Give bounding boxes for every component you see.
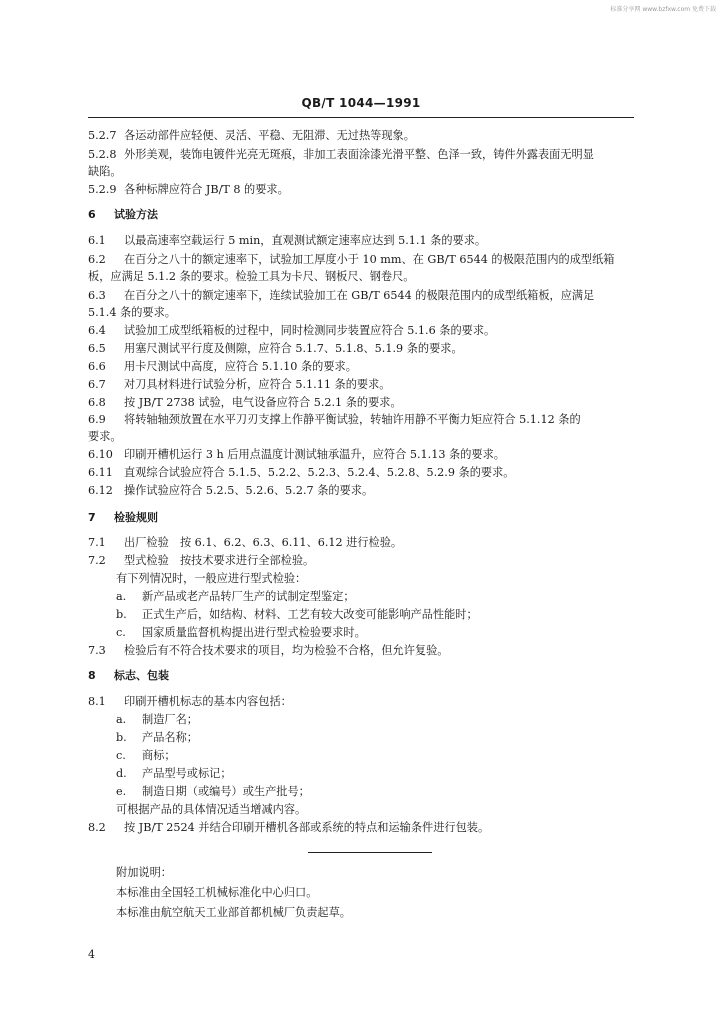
clause-7-2-intro: 有下列情况时，一般应进行型式检验： [116,572,307,585]
list-item [116,730,676,746]
clause-6-3-cont: 5.1.4 条的要求。 [88,306,176,319]
clause-8-1-note: 可根据产品的具体情况适当增减内容。 [116,803,307,816]
list-text: 产品名称； [142,731,198,744]
clause-text: 外形美观，装饰电镀件光亮无斑痕，非加工表面涂漆光滑平整、色泽一致，铸件外露表面无明显 [124,148,594,161]
list-item [116,607,676,623]
list-text: 新产品或老产品转厂生产的试制定型鉴定； [142,590,355,603]
clause-number: 5.2.8 [88,148,117,161]
clause-text: 将转轴轴颈放置在水平刀刃支撑上作静平衡试验，转轴许用静不平衡力矩应符合 5.1.12 条的 [124,413,581,426]
list-text: 正式生产后，如结构、材料、工艺有较大改变可能影响产品性能时； [142,608,478,621]
list-item [116,766,676,782]
clause-6-6 [88,359,648,375]
header-rule [88,117,634,118]
list-text: 产品型号或标记； [142,767,232,780]
clause-6-4 [88,323,648,339]
section-7-heading [88,510,648,526]
list-letter: a. [116,713,127,726]
list-letter: b. [116,731,127,744]
clause-number: 8.2 [88,821,106,834]
clause-number: 6.10 [88,448,113,461]
end-divider [308,852,432,853]
page-number: 4 [88,948,95,961]
clause-6-2-cont: 板，应满足 5.1.2 条的要求。检验工具为卡尺、钢板尺、钢卷尺。 [88,270,415,283]
clause-7-2 [88,553,648,569]
page-header: QB/T 1044—1991 [301,96,421,110]
clause-5-2-8-cont: 缺陷。 [88,165,122,178]
clause-number: 5.2.7 [88,129,117,142]
clause-number: 8.1 [88,695,106,708]
clause-number: 6.11 [88,466,113,479]
clause-number: 7.2 [88,554,106,567]
list-item [116,589,676,605]
clause-6-9 [88,412,648,428]
clause-text: 各种标牌应符合 JB/T 8 的要求。 [124,183,289,196]
clause-number: 6.3 [88,289,106,302]
clause-text: 试验加工成型纸箱板的过程中，同时检测同步装置应符合 5.1.6 条的要求。 [124,324,496,337]
clause-text: 对刀具材料进行试验分析，应符合 5.1.11 条的要求。 [124,378,391,391]
clause-6-5 [88,341,648,357]
list-item [116,712,676,728]
clause-text: 各运动部件应轻便、灵活、平稳、无阻滞、无过热等现象。 [124,129,415,142]
list-letter: c. [116,626,126,639]
clause-number: 6.7 [88,378,106,391]
clause-text: 操作试验应符合 5.2.5、5.2.6、5.2.7 条的要求。 [124,484,374,497]
list-item [116,625,676,641]
clause-5-2-9 [88,182,648,198]
clause-text: 印刷开槽机运行 3 h 后用点温度计测试轴承温升，应符合 5.1.13 条的要求。 [124,448,505,461]
list-letter: c. [116,749,126,762]
clause-text: 按 JB/T 2738 试验，电气设备应符合 5.2.1 条的要求。 [124,396,402,409]
clause-text: 用塞尺测试平行度及侧隙，应符合 5.1.7、5.1.8、5.1.9 条的要求。 [124,342,463,355]
clause-6-11 [88,465,648,481]
clause-5-2-7 [88,128,648,144]
clause-6-2 [88,252,648,268]
clause-6-3 [88,288,648,304]
clause-7-3 [88,643,648,659]
clause-7-1 [88,535,648,551]
clause-number: 6.8 [88,396,106,409]
section-title: 标志、包装 [114,669,169,682]
section-number: 7 [88,511,96,524]
clause-number: 5.2.9 [88,183,117,196]
section-number: 8 [88,669,96,682]
clause-number: 7.3 [88,644,106,657]
clause-number: 6.6 [88,360,106,373]
clause-6-9-cont: 要求。 [88,430,122,443]
list-item [116,784,676,800]
clause-text: 检验后有不符合技术要求的项目，均为检验不合格，但允许复验。 [124,644,449,657]
clause-text: 型式检验 按技术要求进行全部检验。 [124,554,315,567]
list-text: 制造厂名； [142,713,198,726]
section-title: 检验规则 [114,511,158,524]
clause-number: 6.2 [88,253,106,266]
list-letter: a. [116,590,127,603]
list-letter: d. [116,767,127,780]
section-8-heading [88,668,648,684]
watermark: 标准分享网 www.bzfxw.com 免费下载 [610,6,716,13]
clause-text: 印刷开槽机标志的基本内容包括： [124,695,292,708]
clause-6-8 [88,395,648,411]
clause-text: 以最高速率空载运行 5 min，直观测试额定速率应达到 5.1.1 条的要求。 [124,234,487,247]
clause-text: 出厂检验 按 6.1、6.2、6.3、6.11、6.12 进行检验。 [124,536,403,549]
clause-5-2-8 [88,147,648,163]
clause-number: 7.1 [88,536,106,549]
list-text: 制造日期（或编号）或生产批号； [142,785,310,798]
section-number: 6 [88,208,96,221]
clause-number: 6.12 [88,484,113,497]
clause-text: 在百分之八十的额定速率下，连续试验加工在 GB/T 6544 的极限范围内的成型纸箱板，应满足 [124,289,595,302]
clause-8-2 [88,820,648,836]
list-text: 商标； [142,749,176,762]
clause-text: 直观综合试验应符合 5.1.5、5.2.2、5.2.3、5.2.4、5.2.8、5.2.9 条的要求。 [124,466,515,479]
list-letter: e. [116,785,127,798]
clause-number: 6.4 [88,324,106,337]
footer-title: 附加说明： [116,866,172,879]
footer-line-1: 本标准由全国轻工机械标准化中心归口。 [116,886,318,899]
clause-text: 用卡尺测试中高度，应符合 5.1.10 条的要求。 [124,360,357,373]
clause-6-10 [88,447,648,463]
clause-number: 6.1 [88,234,106,247]
list-text: 国家质量监督机构提出进行型式检验要求时。 [142,626,366,639]
section-title: 试验方法 [114,208,158,221]
clause-text: 按 JB/T 2524 并结合印刷开槽机各部或系统的特点和运输条件进行包装。 [124,821,490,834]
clause-8-1 [88,694,648,710]
clause-6-7 [88,377,648,393]
clause-number: 6.5 [88,342,106,355]
list-letter: b. [116,608,127,621]
section-6-heading [88,207,648,223]
clause-number: 6.9 [88,413,106,426]
clause-6-1 [88,233,648,249]
footer-line-2: 本标准由航空航天工业部首都机械厂负责起草。 [116,906,351,919]
clause-6-12 [88,483,648,499]
list-item [116,748,676,764]
clause-text: 在百分之八十的额定速率下，试验加工厚度小于 10 mm、在 GB/T 6544 的极限范围内的成型纸箱 [124,253,615,266]
